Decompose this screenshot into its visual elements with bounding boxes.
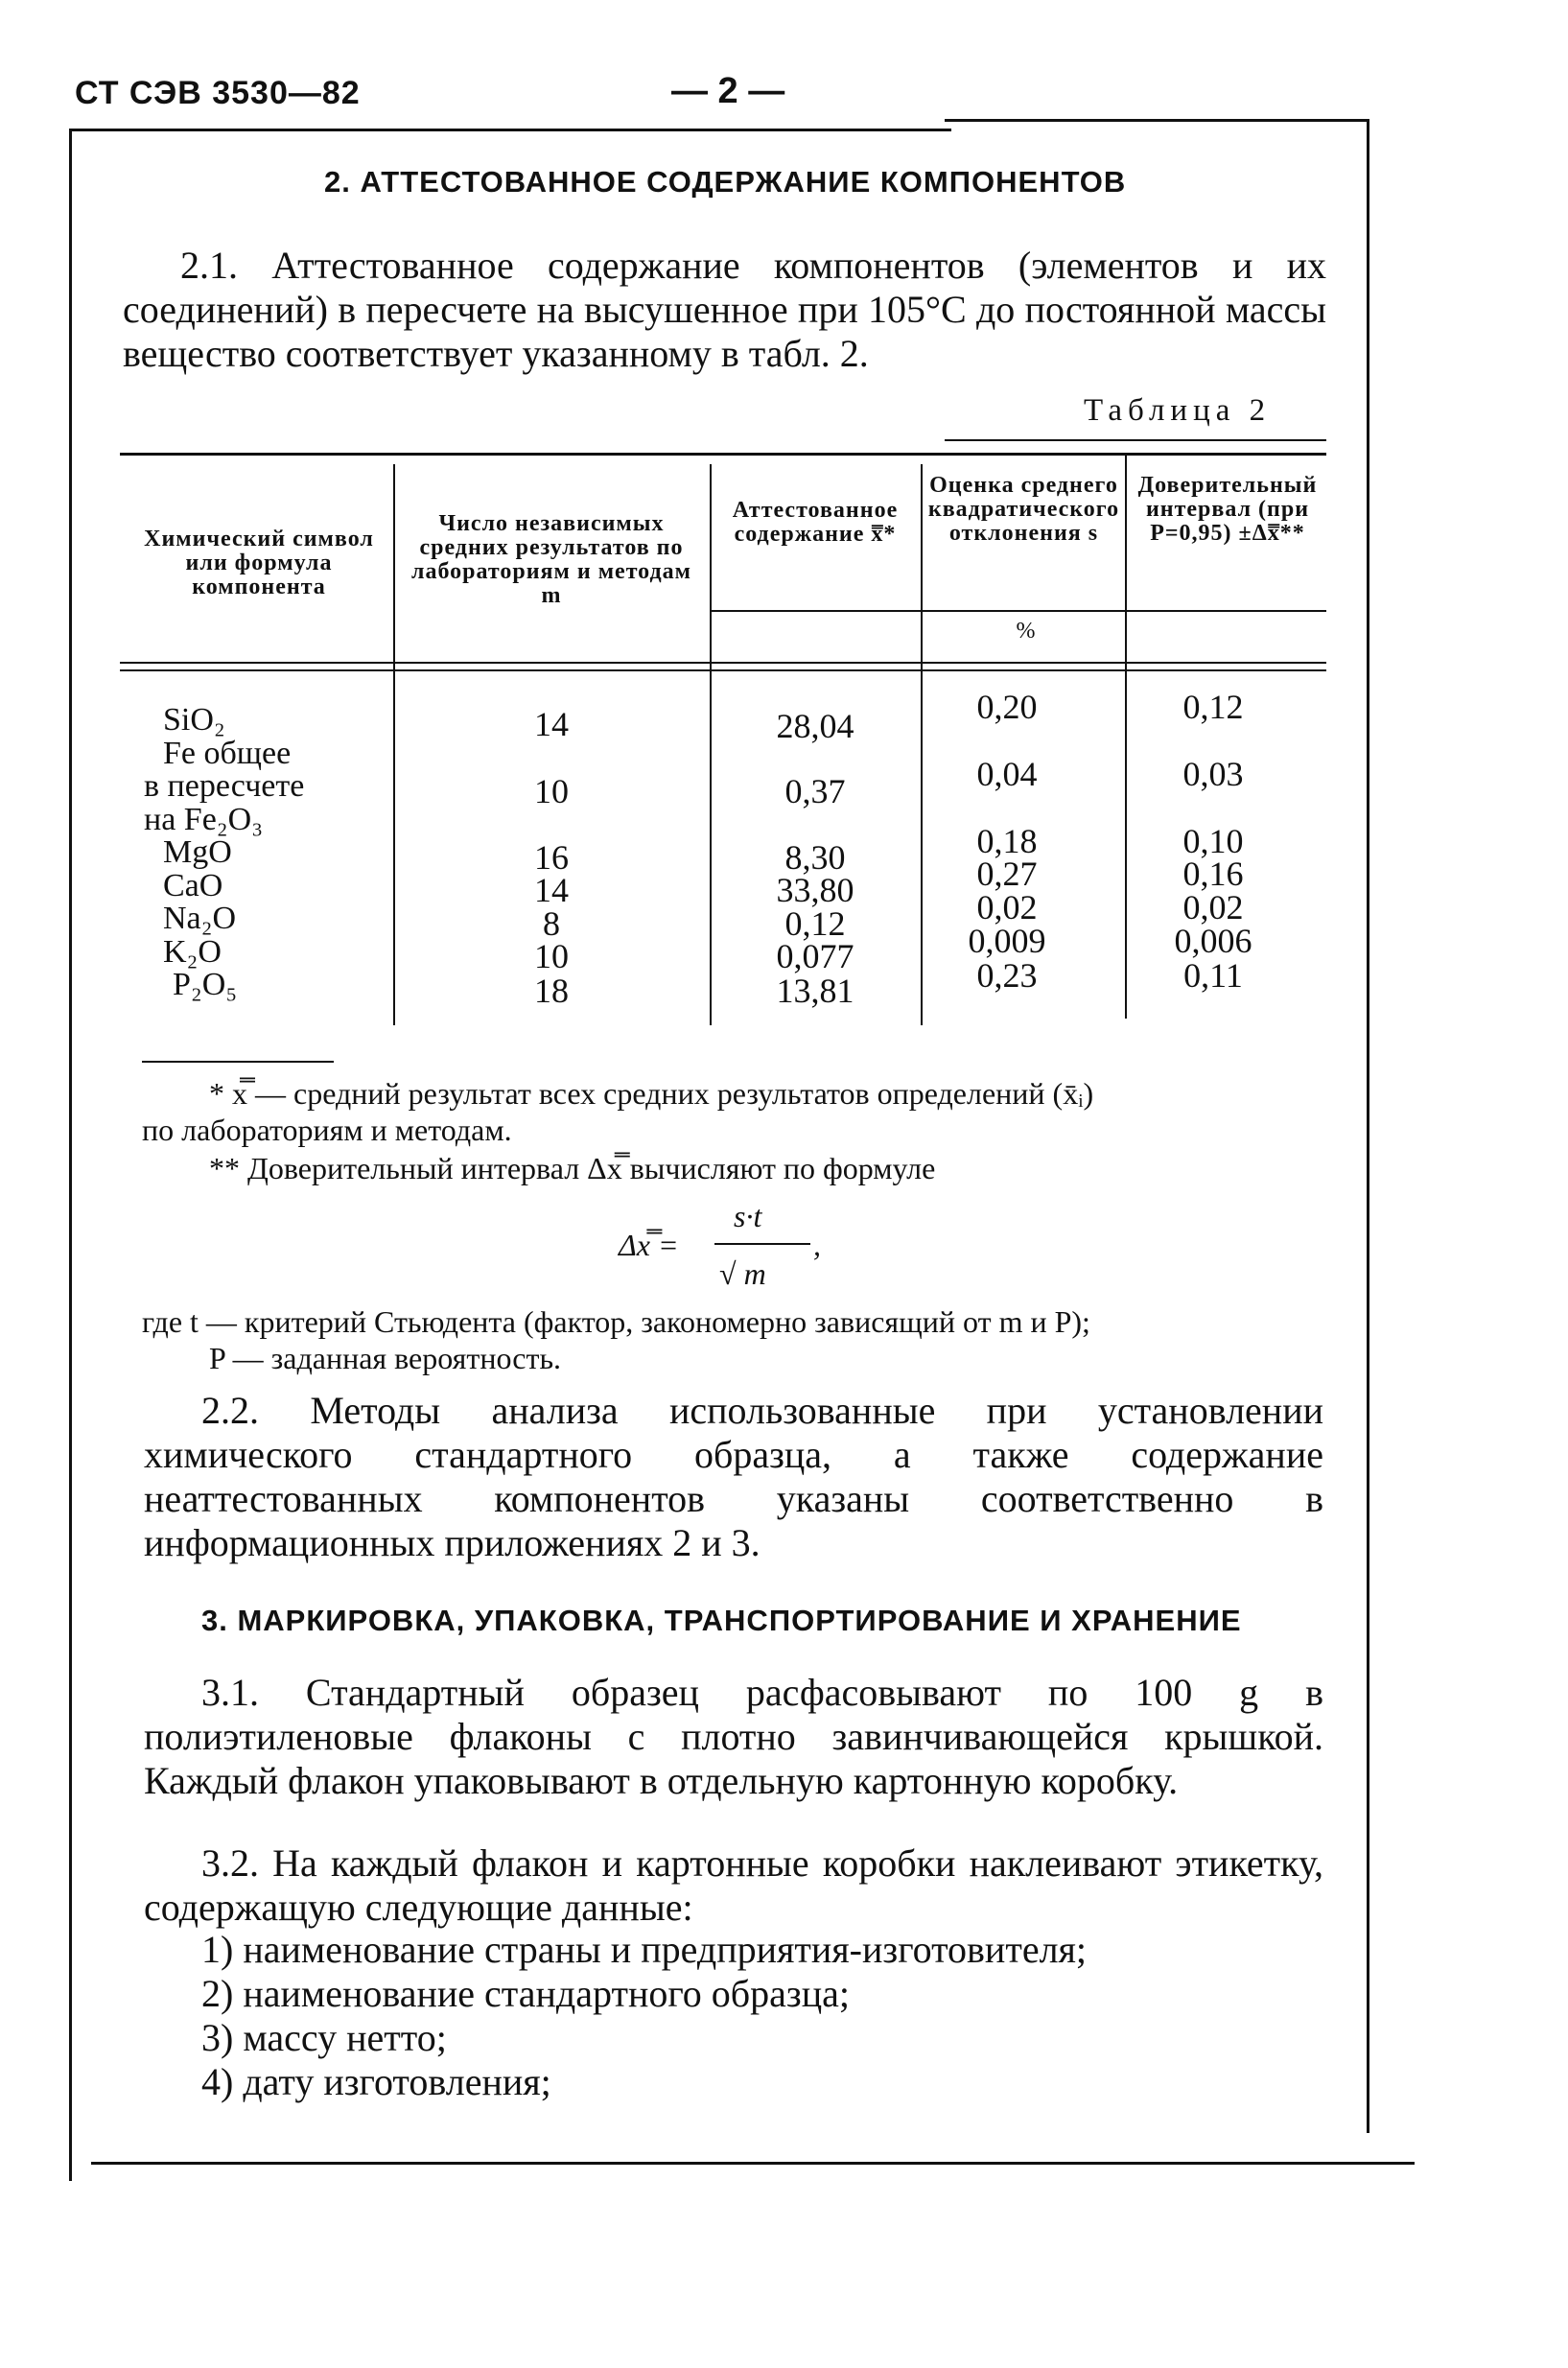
list-item: 1) наименование страны и предприятия-изготовителя; — [201, 1928, 1088, 1971]
formula-numerator: s·t — [734, 1199, 762, 1233]
footnote-2-line-1: ** Доверительный интервал Δx̿ вычисляют по формуле — [209, 1151, 936, 1185]
cell-dx: 0,02 — [1182, 888, 1244, 926]
paragraph-3-2: 3.2. На каждый флакон и картонные коробки наклеивают этикетку, содержащую следующие данные: — [144, 1841, 1323, 1929]
cell-s: 0,04 — [976, 755, 1038, 793]
section-2-title: 2. АТТЕСТОВАННОЕ СОДЕРЖАНИЕ КОМПОНЕНТОВ — [324, 165, 1127, 199]
cell-x: 33,80 — [776, 871, 854, 909]
cell-m: 18 — [534, 972, 569, 1010]
cell-s: 0,23 — [976, 956, 1038, 995]
cell-m: 10 — [534, 937, 569, 975]
where-line-1: где t — критерий Стьюдента (фактор, закономерно зависящий от m и P); — [142, 1304, 1090, 1339]
paragraph-2-2: 2.2. Методы анализа использованные при установлении химического стандартного образца, а также содержание неаттестованных компонентов указаны соответственно в информационных приложениях 2 и 3. — [144, 1389, 1323, 1564]
cell-s: 0,27 — [976, 855, 1038, 893]
cell-x: 0,077 — [776, 937, 854, 975]
cell-m: 10 — [534, 772, 569, 810]
formula-comma: , — [813, 1228, 821, 1262]
paragraph-3-1: 3.1. Стандартный образец расфасовывают по 100 g в полиэтиленовые флаконы с плотно завинчивающейся крышкой. Каждый флакон упаковывают в отдельную картонную коробку. — [144, 1671, 1323, 1802]
cell-s: 0,009 — [968, 922, 1046, 960]
table-subhead-rule — [710, 610, 1326, 612]
table-caption: Таблица 2 — [1084, 393, 1272, 428]
document-code: СТ СЭВ 3530—82 — [75, 75, 361, 111]
frame-bottom — [91, 2162, 1415, 2165]
cell-x: 13,81 — [776, 972, 854, 1010]
header-count: Число независимых средних результатов по лабораториям и методам m — [411, 511, 691, 608]
header-formula: Химический символ или формула компонента — [144, 527, 374, 599]
col-div-3 — [921, 464, 923, 1025]
footnote-rule — [142, 1061, 334, 1063]
frame-left — [69, 129, 72, 2181]
cell-x: 28,04 — [776, 707, 854, 745]
col-div-1 — [393, 464, 395, 1025]
col-div-4 — [1125, 453, 1127, 1019]
cell-dx: 0,03 — [1182, 755, 1244, 793]
cell-m: 16 — [534, 838, 569, 877]
cell-x: 0,12 — [784, 904, 846, 943]
list-item: 2) наименование стандартного образца; — [201, 1972, 850, 2015]
component-name: на Fe₂O₃ — [144, 801, 264, 837]
footnote-1-line-2: по лабораториям и методам. — [142, 1113, 512, 1147]
cell-dx: 0,006 — [1174, 922, 1252, 960]
cell-s: 0,18 — [976, 822, 1038, 860]
page-number: — 2 — — [671, 71, 785, 111]
component-name: Fe общее — [163, 735, 292, 771]
component-name: SiO₂ — [163, 702, 225, 738]
cell-dx: 0,16 — [1182, 855, 1244, 893]
table-top-rule-2 — [945, 439, 1326, 441]
component-name: в пересчете — [144, 768, 305, 804]
frame-right — [1367, 119, 1369, 2133]
header-unit: % — [1016, 619, 1037, 644]
cell-s: 0,20 — [976, 688, 1038, 726]
table-top-rule — [120, 453, 1326, 456]
cell-dx: 0,12 — [1182, 688, 1244, 726]
formula-fraction-bar — [714, 1243, 810, 1245]
component-name: Na₂O — [163, 901, 237, 936]
table-head-rule-2 — [120, 669, 1326, 671]
cell-m: 8 — [543, 904, 560, 943]
footnote-1-line-1: * x̿ — средний результат всех средних результатов определений (x̄ᵢ) — [209, 1076, 1094, 1111]
where-line-2: P — заданная вероятность. — [209, 1341, 562, 1375]
frame-top-left — [69, 129, 951, 131]
cell-m: 14 — [534, 705, 569, 743]
component-name: MgO — [163, 834, 232, 870]
formula-lhs: Δx̿ = — [619, 1228, 679, 1262]
formula-denominator: √ m — [719, 1256, 766, 1291]
cell-x: 8,30 — [784, 838, 846, 877]
component-name: P₂O₅ — [173, 967, 238, 1002]
list-item: 3) массу нетто; — [201, 2016, 447, 2059]
cell-m: 14 — [534, 871, 569, 909]
list-item: 4) дату изготовления; — [201, 2060, 551, 2103]
header-std-dev: Оценка среднего квадратического отклонения s — [927, 473, 1120, 546]
header-interval: Доверительный интервал (при P=0,95) ±Δx̿** — [1137, 473, 1318, 546]
component-names-cell — [144, 704, 393, 1002]
section-3-title: 3. МАРКИРОВКА, УПАКОВКА, ТРАНСПОРТИРОВАНИЕ И ХРАНЕНИЕ — [201, 1604, 1242, 1637]
table-head-rule-1 — [120, 662, 1326, 664]
frame-top-right — [945, 119, 1367, 122]
col-div-2 — [710, 464, 712, 1025]
component-name: K₂O — [163, 933, 222, 970]
component-name: CaO — [163, 867, 223, 903]
cell-dx: 0,11 — [1183, 956, 1243, 995]
cell-s: 0,02 — [976, 888, 1038, 926]
paragraph-2-1: 2.1. Аттестованное содержание компонентов (элементов и их соединений) в пересчете на высушенное при 105°С до постоянной массы вещество соответствует указанному в табл. 2. — [123, 244, 1326, 375]
header-certified: Аттестованное содержание x̿* — [732, 498, 899, 547]
cell-dx: 0,10 — [1182, 822, 1244, 860]
cell-x: 0,37 — [784, 772, 846, 810]
